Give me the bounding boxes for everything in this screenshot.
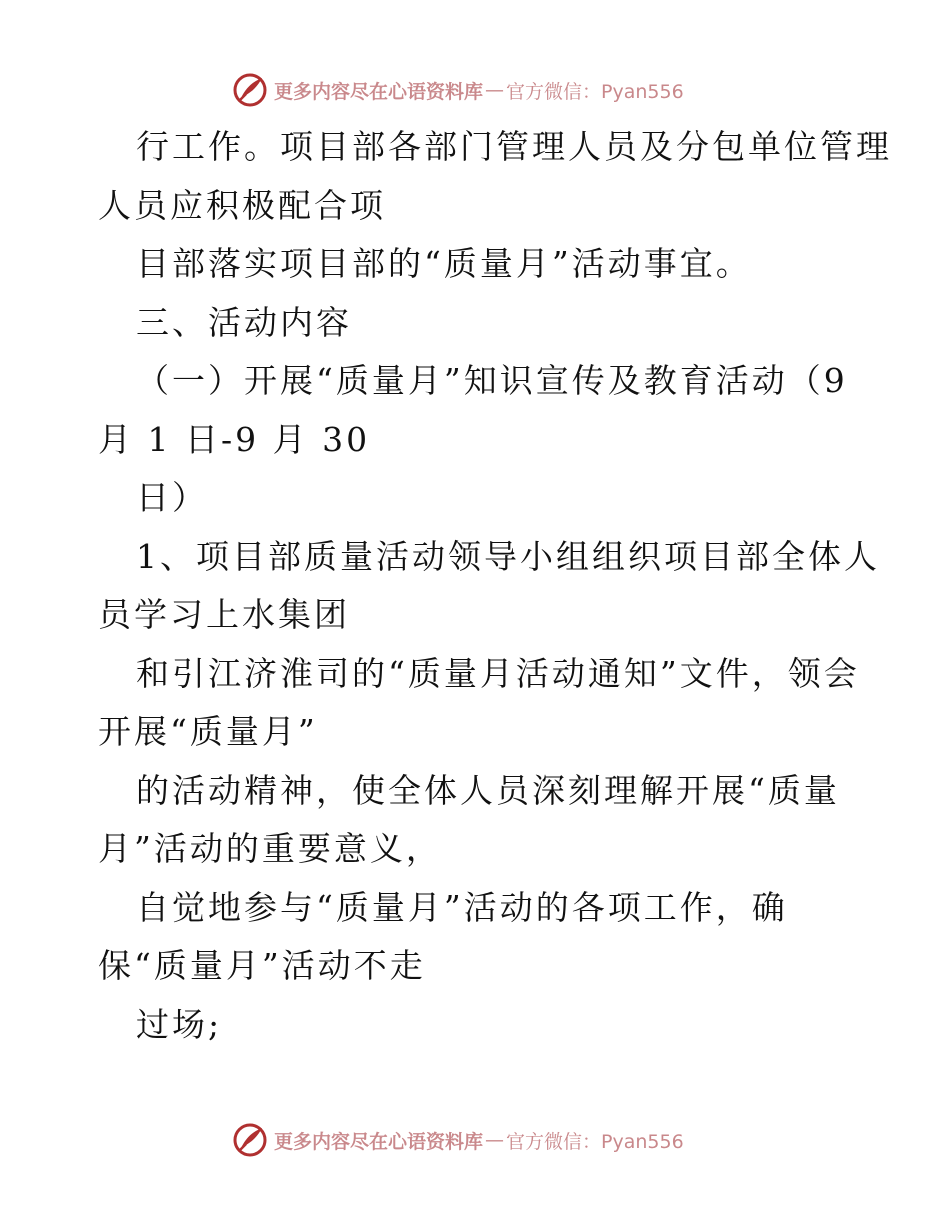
quill-logo-icon [232,1122,268,1158]
text-line: 1、项目部质量活动领导小组组织项目部全体人 [136,536,880,576]
text-line: 月”活动的重要意义， [98,829,442,868]
banner-contact: 官方微信：Pyan556 [506,1130,684,1153]
quill-logo-icon [232,72,268,108]
text-line: 过场; [136,1004,223,1044]
banner-title: 更多内容尽在心语资料库 [274,80,484,103]
text-line: 行工作。项目部各部门管理人员及分包单位管理 [136,127,892,166]
text-line: 和引江济淮司的“质量月活动通知”文件，领会 [136,653,860,693]
banner-separator: — [485,79,505,101]
footer-banner [232,1120,684,1160]
text-line: 月 1 日-9 月 30 [98,419,371,459]
banner-contact: 官方微信：Pyan556 [506,80,684,103]
text-line: 自觉地参与“质量月”活动的各项工作，确 [136,887,788,927]
text-line: 目部落实项目部的“质量月”活动事宜。 [136,244,752,283]
document-body [98,118,892,1054]
text-line: 开展“质量月” [98,712,318,751]
text-line: 的活动精神，使全体人员深刻理解开展“质量 [136,770,840,810]
subsection-heading: （一）开展“质量月”知识宣传及教育活动（9 [136,361,848,400]
banner-separator: — [485,1129,505,1151]
banner-title: 更多内容尽在心语资料库 [274,1130,484,1153]
header-banner [232,70,684,110]
text-line: 保“质量月”活动不走 [98,946,426,985]
text-line: 员学习上水集团 [98,595,350,634]
text-line: 日） [136,478,208,517]
text-line: 人员应积极配合项 [98,185,386,225]
section-heading: 三、活动内容 [136,302,352,342]
